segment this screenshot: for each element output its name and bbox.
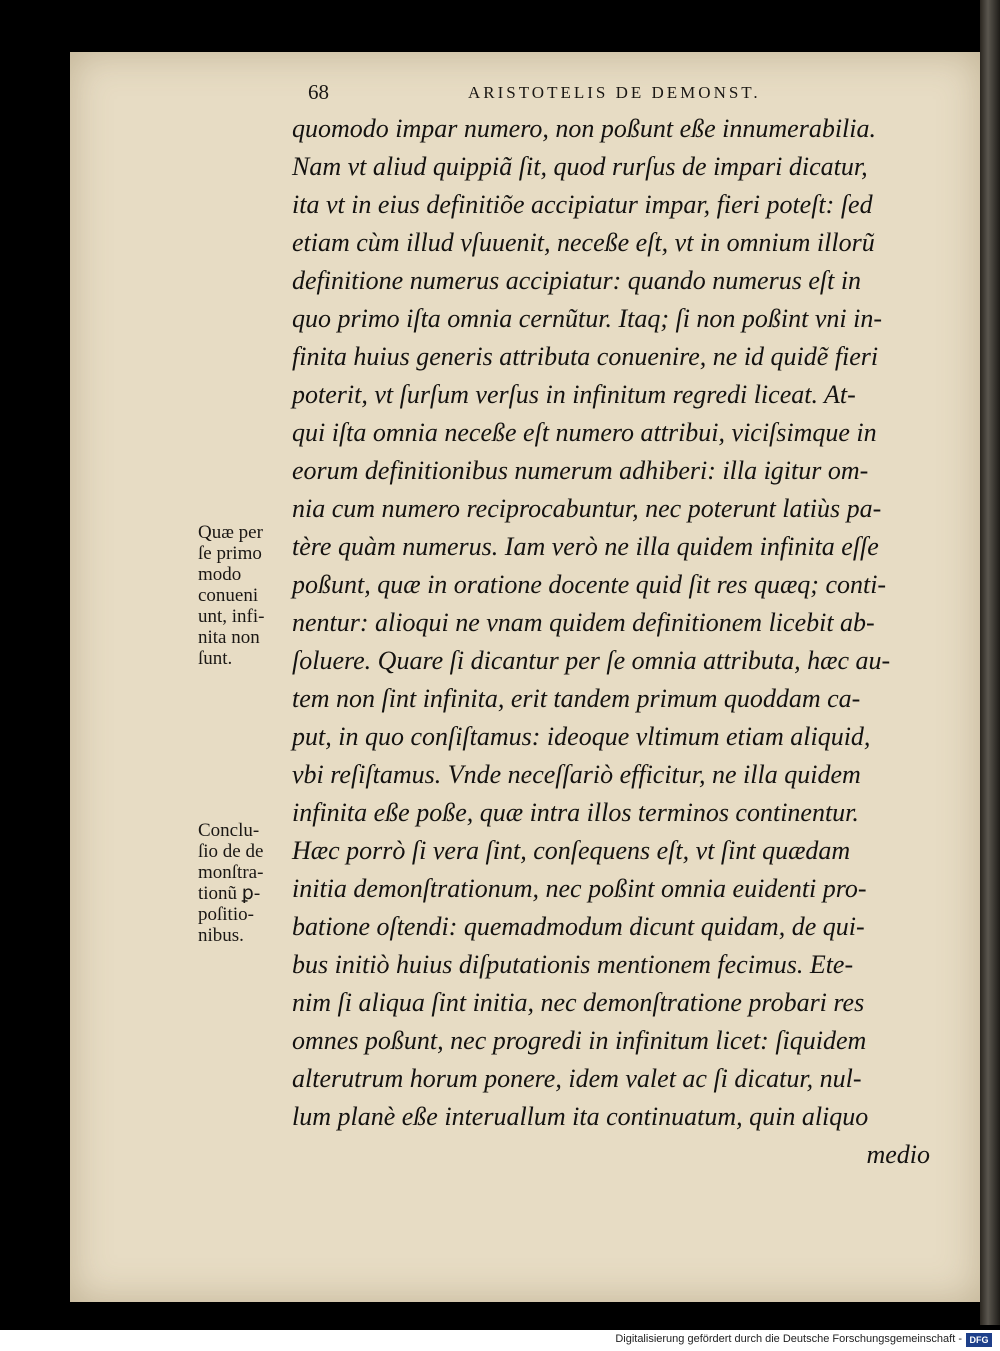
marginal-note-line: monſtra- [198,862,264,883]
footer-credit: Digitalisierung gefördert durch die Deutsche Forschungsgemeinschaft - [615,1333,962,1345]
digitization-footer [0,1330,1000,1351]
text-line: tère quàm numerus. Iam verò ne illa quidem infinita eſſe [292,532,879,561]
text-line: poterit, vt ſurſum verſus in infinitum regredi liceat. At- [292,380,856,409]
text-line: finita huius generis attributa conuenire, ne id quidẽ fieri [292,342,879,371]
text-line: ſoluere. Quare ſi dicantur per ſe omnia attributa, hæc au- [292,646,891,675]
marginal-note-line: nibus. [198,925,244,946]
text-line: batione oſtendi: quemadmodum dicunt quidam, de qui- [292,912,865,941]
text-line: vbi reſiſtamus. Vnde neceſſariò efficitur, ne illa quidem [292,760,861,789]
text-line: alterutrum horum ponere, idem valet ac ſi dicatur, nul- [292,1064,862,1093]
text-line: tem non ſint infinita, erit tandem primum quoddam ca- [292,684,861,713]
text-line: Hæc porrò ſi vera ſint, conſequens eſt, vt ſint quædam [292,836,851,865]
text-line: Nam vt aliud quippiã ſit, quod rurſus de impari dicatur, [292,152,868,181]
marginal-note [198,522,294,669]
marginal-note-line: tionũ ꝑ- [198,883,261,904]
text-line: nia cum numero reciprocabuntur, nec poterunt latiùs pa- [292,494,882,523]
marginal-note-line: ſio de de [198,841,264,862]
running-head: ARISTOTELIS DE DEMONST. [468,83,761,102]
text-line: eorum definitionibus numerum adhiberi: illa igitur om- [292,456,869,485]
book-gutter [980,0,1000,1325]
dfg-logo-icon: DFG [966,1333,992,1347]
text-line: quomodo impar numero, non poßunt eße innumerabilia. [292,114,876,143]
marginal-note-line: poſitio- [198,904,254,925]
marginal-note-line: conueni [198,585,259,606]
text-line: omnes poßunt, nec progredi in infinitum licet: ſiquidem [292,1026,867,1055]
marginal-note-line: unt, infi- [198,606,265,627]
text-line: infinita eße poße, quæ intra illos terminos continentur. [292,798,859,827]
catchword: medio [866,1140,930,1169]
text-line: initia demonſtrationum, nec poßint omnia euidenti pro- [292,874,867,903]
marginal-note-line: ſunt. [198,648,233,669]
text-line: nim ſi aliqua ſint initia, nec demonſtratione probari res [292,988,865,1017]
text-line: lum planè eße interuallum ita continuatum, quin aliquo [292,1102,869,1131]
page-header [308,80,948,110]
text-line: etiam cùm illud vſuuenit, neceße eſt, vt in omnium illorũ [292,228,875,257]
marginal-note-line: nita non [198,627,260,648]
text-line: bus initiò huius diſputationis mentionem fecimus. Ete- [292,950,854,979]
text-line: qui iſta omnia neceße eſt numero attribui, viciſsimque in [292,418,877,447]
marginal-note-line: ſe primo [198,543,262,564]
text-line: nentur: alioqui ne vnam quidem definitionem licebit ab- [292,608,875,637]
text-line: poßunt, quæ in oratione docente quid ſit res quæq; conti- [292,570,887,599]
page-number: 68 [308,80,329,104]
text-line: definitione numerus accipiatur: quando numerus eſt in [292,266,862,295]
marginal-note-line: Conclu- [198,820,260,841]
marginal-note-line: modo [198,564,242,585]
marginal-note-line: Quæ per [198,522,263,543]
text-line: quo primo iſta omnia cernũtur. Itaq; ſi non poßint vni in- [292,304,883,333]
marginal-note [198,820,294,946]
text-line: ita vt in eius definitiõe accipiatur impar, fieri poteſt: ſed [292,190,873,219]
text-line: put, in quo conſiſtamus: ideoque vltimum etiam aliquid, [292,722,871,751]
